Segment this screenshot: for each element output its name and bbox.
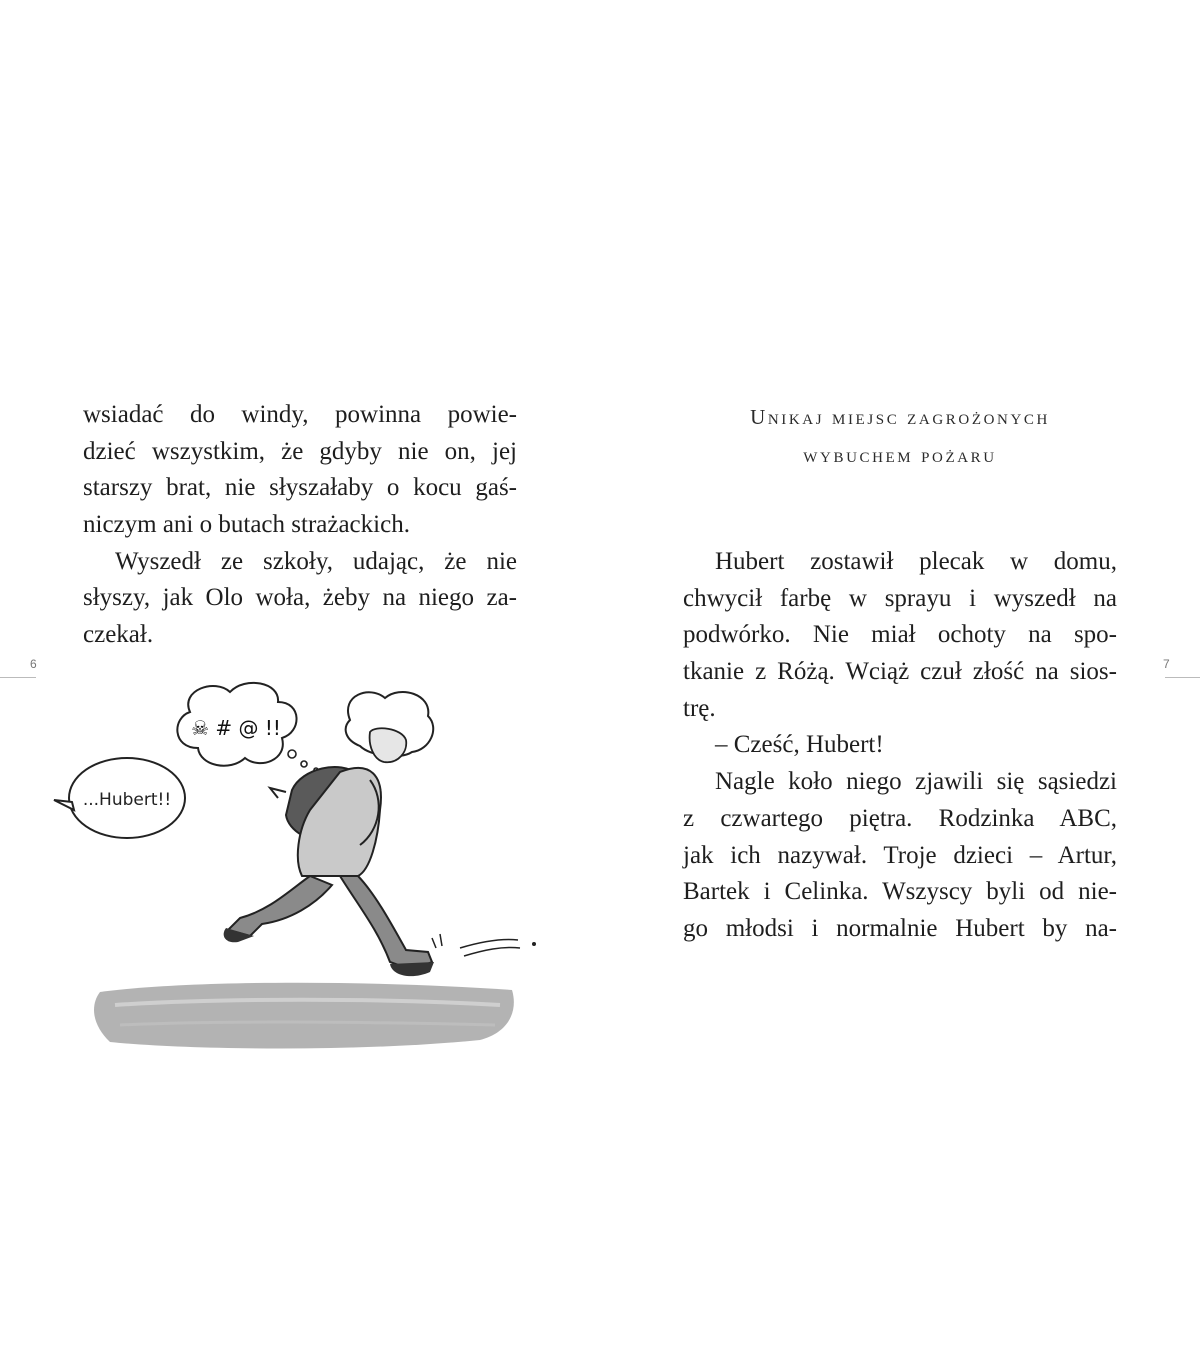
text-line: dzieć wszystkim, że gdyby nie on, jej: [83, 437, 517, 465]
text-line: Nagle koło niego zjawili się sąsiedzi: [715, 768, 1117, 796]
text-line: go młodsi i normalnie Hubert by na-: [683, 914, 1117, 942]
ground-shadow: [94, 983, 514, 1049]
text-line: słyszy, jak Olo woła, żeby na niego za-: [83, 584, 517, 612]
text-line: niczym ani o butach strażackich.: [83, 511, 410, 539]
text-line: chwycił farbę w sprayu i wyszedł na: [683, 584, 1117, 612]
thought-bubble-symbols: ☠ # @ !!: [191, 716, 281, 740]
text-line: starszy brat, nie słyszałaby o kocu gaś-: [83, 474, 517, 502]
text-line: z czwartego piętra. Rodzinka ABC,: [683, 804, 1117, 832]
speech-bubble-text: ...Hubert!!: [82, 790, 172, 810]
text-line: wsiadać do windy, powinna powie-: [83, 401, 517, 428]
thought-bubble: [177, 683, 318, 772]
page-edge-marker: [0, 677, 36, 678]
right-body-text: [683, 544, 1117, 948]
dialogue-line: – Cześć, Hubert!: [715, 731, 884, 759]
text-line: tkanie z Różą. Wciąż czuł złość na sios-: [683, 658, 1117, 686]
page-edge-marker: [1165, 677, 1200, 678]
text-line: Wyszedł ze szkoły, udając, że nie: [115, 547, 517, 575]
text-line: podwórko. Nie miał ochoty na spo-: [683, 621, 1117, 649]
left-body-text: [83, 397, 517, 654]
running-boy-illustration: [40, 680, 560, 1060]
text-line: jak ich nazywał. Troje dzieci – Artur,: [683, 841, 1117, 869]
speech-bubble: [54, 758, 185, 838]
text-line: czekał.: [83, 621, 154, 649]
text-line: Bartek i Celinka. Wszyscy byli od nie-: [683, 878, 1117, 906]
chapter-title: [600, 398, 1200, 474]
page-number: 6: [30, 657, 37, 671]
text-line: trę.: [683, 694, 716, 722]
text-line: Hubert zostawił plecak w domu,: [715, 548, 1117, 575]
chapter-title-line: Unikaj miejsc zagrożonych: [750, 405, 1050, 429]
page-number: 7: [1163, 657, 1170, 671]
chapter-title-line: wybuchem pożaru: [803, 443, 997, 467]
